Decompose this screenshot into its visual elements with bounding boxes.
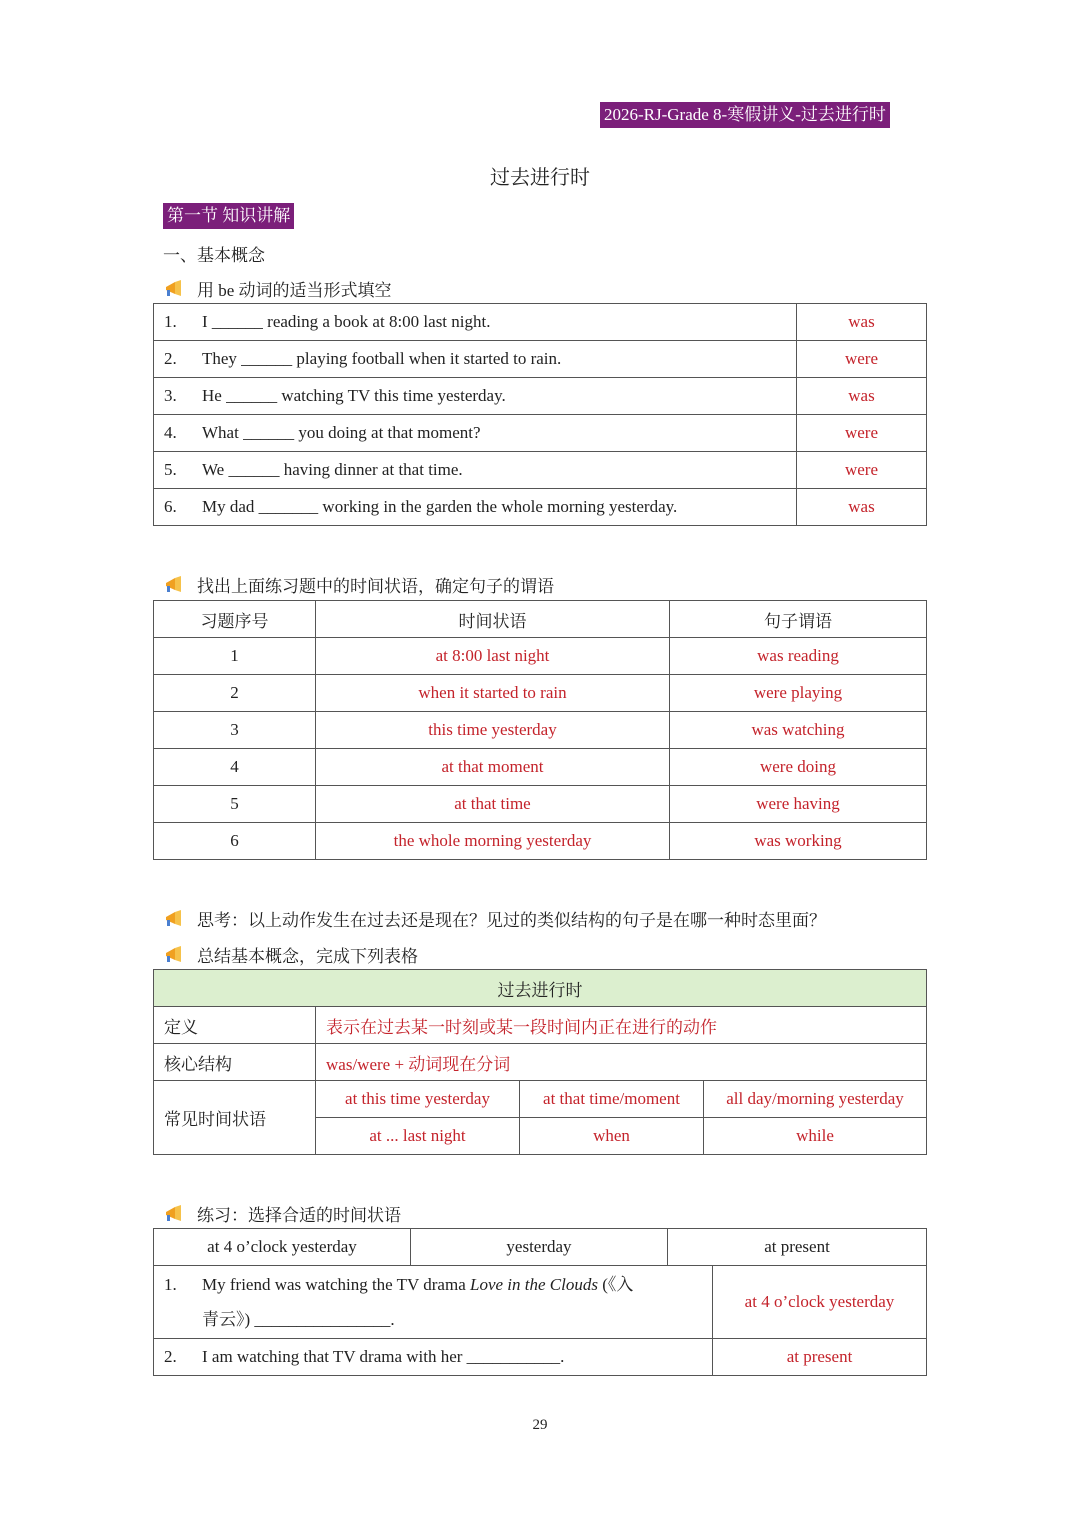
summary-instruction	[163, 942, 418, 967]
adverbial-item: while	[704, 1118, 927, 1155]
question-number: 3.	[164, 386, 177, 405]
definition-value: 表示在过去某一时刻或某一段时间内正在进行的动作	[316, 1007, 927, 1044]
answer-cell: was	[797, 304, 927, 341]
question-text-line2: 青云》) ________________.	[202, 1310, 395, 1329]
question-text: They ______ playing football when it started to rain.	[202, 349, 562, 368]
definition-label: 定义	[154, 1007, 316, 1044]
predicate-cell: were playing	[670, 675, 927, 712]
question-number: 5.	[164, 460, 177, 479]
table-row	[154, 823, 927, 860]
options-row	[154, 1229, 927, 1266]
table-row	[154, 786, 927, 823]
table-row	[154, 1044, 927, 1081]
adverbial-cell: at 8:00 last night	[316, 638, 670, 675]
answer-cell: were	[797, 341, 927, 378]
row-number: 4	[154, 749, 316, 786]
question-text: I am watching that TV drama with her ___________.	[202, 1347, 565, 1366]
question-number: 2.	[164, 349, 177, 368]
question-text: My dad _______ working in the garden the whole morning yesterday.	[202, 497, 678, 516]
answer-cell: were	[797, 415, 927, 452]
megaphone-icon	[163, 1204, 185, 1224]
row-number: 5	[154, 786, 316, 823]
exercise2-instruction-text: 找出上面练习题中的时间状语，确定句子的谓语	[197, 577, 554, 596]
table-row	[154, 675, 927, 712]
question-cell	[154, 1339, 713, 1376]
adverbial-item: at ... last night	[316, 1118, 520, 1155]
question-number: 6.	[164, 497, 177, 516]
exercise2-instruction	[163, 572, 554, 597]
megaphone-icon	[163, 575, 185, 595]
megaphone-icon	[163, 945, 185, 965]
exercise3-instruction	[163, 1201, 401, 1226]
answer-cell: at 4 o’clock yesterday	[713, 1266, 927, 1339]
answer-cell: at present	[713, 1339, 927, 1376]
adverbial-item: all day/morning yesterday	[704, 1081, 927, 1118]
adverbial-item: when	[520, 1118, 704, 1155]
adverbial-item: at this time yesterday	[316, 1081, 520, 1118]
answer-cell: were	[797, 452, 927, 489]
table-header-row	[154, 970, 927, 1007]
header-tag: 2026-RJ-Grade 8-寒假讲义-过去进行时	[600, 102, 890, 128]
question-text-cont: (《入	[597, 1275, 634, 1294]
question-cell	[154, 341, 797, 378]
section-tag: 第一节 知识讲解	[163, 203, 294, 229]
question-number: 1.	[164, 312, 177, 331]
predicate-cell: were doing	[670, 749, 927, 786]
think-prompt	[163, 906, 826, 931]
row-number: 3	[154, 712, 316, 749]
question-cell	[154, 1266, 713, 1339]
table-row	[154, 378, 927, 415]
summary-header: 过去进行时	[154, 970, 927, 1007]
question-text: He ______ watching TV this time yesterday.	[202, 386, 506, 405]
exercise1-instruction	[163, 276, 392, 301]
table-row	[154, 749, 927, 786]
question-text: I ______ reading a book at 8:00 last night.	[202, 312, 491, 331]
option-cell: yesterday	[411, 1229, 668, 1266]
predicate-cell: was watching	[670, 712, 927, 749]
table-row	[154, 415, 927, 452]
subsection-heading: 一、基本概念	[163, 246, 265, 265]
column-header: 句子谓语	[670, 601, 927, 638]
megaphone-icon	[163, 279, 185, 299]
row-number: 6	[154, 823, 316, 860]
table-row	[154, 638, 927, 675]
row-number: 1	[154, 638, 316, 675]
question-number: 2.	[164, 1347, 177, 1366]
summary-instruction-text: 总结基本概念，完成下列表格	[197, 947, 418, 966]
question-cell	[154, 415, 797, 452]
question-cell	[154, 378, 797, 415]
summary-table	[153, 969, 927, 1155]
table-row	[154, 1007, 927, 1044]
table-header-row	[154, 601, 927, 638]
question-number: 1.	[164, 1275, 177, 1294]
row-number: 2	[154, 675, 316, 712]
question-cell	[154, 304, 797, 341]
table-row	[154, 1081, 927, 1118]
option-cell: at present	[668, 1229, 927, 1266]
table-row	[154, 489, 927, 526]
think-prompt-text: 思考：以上动作发生在过去还是现在？见过的类似结构的句子是在哪一种时态里面？	[197, 911, 826, 930]
exercise1-table	[153, 303, 927, 526]
adverbial-cell: at that moment	[316, 749, 670, 786]
question-text: My friend was watching the TV drama	[202, 1275, 470, 1294]
answer-cell: was	[797, 378, 927, 415]
question-text: We ______ having dinner at that time.	[202, 460, 463, 479]
adverbial-cell: at that time	[316, 786, 670, 823]
option-cell: at 4 o’clock yesterday	[154, 1229, 411, 1266]
question-cell	[154, 452, 797, 489]
table-row	[154, 452, 927, 489]
adverbial-cell: this time yesterday	[316, 712, 670, 749]
adverbial-cell: when it started to rain	[316, 675, 670, 712]
exercise1-instruction-text: 用 be 动词的适当形式填空	[197, 281, 392, 300]
table-row	[154, 712, 927, 749]
adverbials-label: 常见时间状语	[154, 1081, 316, 1155]
exercise2-table	[153, 600, 927, 860]
question-cell	[154, 489, 797, 526]
table-row	[154, 304, 927, 341]
exercise3-options-table	[153, 1228, 927, 1266]
answer-cell: was	[797, 489, 927, 526]
megaphone-icon	[163, 909, 185, 929]
page-number: 29	[532, 1417, 548, 1433]
adverbial-cell: the whole morning yesterday	[316, 823, 670, 860]
table-row	[154, 1266, 927, 1339]
predicate-cell: was working	[670, 823, 927, 860]
column-header: 时间状语	[316, 601, 670, 638]
page-title: 过去进行时	[490, 167, 590, 189]
column-header: 习题序号	[154, 601, 316, 638]
predicate-cell: was reading	[670, 638, 927, 675]
adverbial-item: at that time/moment	[520, 1081, 704, 1118]
structure-value: was/were + 动词现在分词	[316, 1044, 927, 1081]
drama-title: Love in the Clouds	[470, 1275, 598, 1294]
exercise3-instruction-text: 练习：选择合适的时间状语	[197, 1206, 401, 1225]
exercise3-questions-table	[153, 1265, 927, 1376]
structure-label: 核心结构	[154, 1044, 316, 1081]
table-row	[154, 341, 927, 378]
question-number: 4.	[164, 423, 177, 442]
table-row	[154, 1339, 927, 1376]
question-text: What ______ you doing at that moment?	[202, 423, 481, 442]
predicate-cell: were having	[670, 786, 927, 823]
